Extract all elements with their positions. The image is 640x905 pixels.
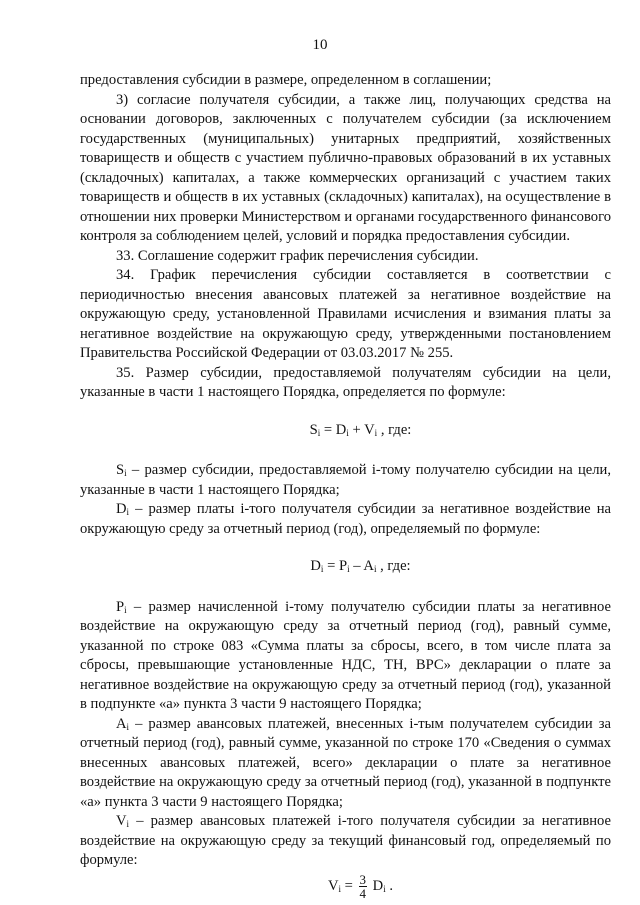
definition-v: $V_i$ – размер авансовых платежей i-того получателя субсидии за негативное воздействие на окружающую среду за текущий финансовый год, определяемый по формуле:	[80, 813, 611, 868]
document-body	[80, 71, 611, 900]
fraction: $\frac{3}{4}$	[359, 871, 367, 901]
formula-subsidy: $S_i = D_i + V_i$ , где:	[309, 421, 412, 438]
definition-s: $S_i$ – размер субсидии, предоставляемой i-тому получателю субсидии на цели, указанные в части 1 настоящего Порядка;	[80, 462, 611, 498]
paragraph-35: 35. Размер субсидии, предоставляемой получателям субсидии на цели, указанные в части 1 настоящего Порядка, определяется по формуле:	[80, 364, 611, 400]
page-number: 10	[312, 37, 328, 53]
definition-a: $A_i$ – размер авансовых платежей, внесенных i-тым получателем субсидии за отчетный период (год), равный сумме, указанной по строке 170 «Сведения о суммах внесенных авансовых платежей, всего» декларации о плате за негативное воздействие на окружающую среду за отчетный период (год), указанной в подпункте «а» пункта 3 части 9 настоящего Порядка;	[80, 715, 611, 810]
paragraph-34: 34. График перечисления субсидии составляется в соответствии с периодичностью внесения авансовых платежей за негативное воздействие на окружающую среду, установленной Правилами исчисления и взимания платы за негативное воздействие на окружающую среду, утвержденными постановлением Правительства Российской Федерации от 03.03.2017 № 255.	[80, 267, 611, 361]
paragraph-continuation: предоставления субсидии в размере, определенном в соглашении;	[80, 72, 492, 88]
formula-payment: $D_i = P_i - A_i$ , где:	[310, 558, 411, 574]
definition-p: $P_i$ – размер начисленной i-тому получателю субсидии платы за негативное воздействие на окружающую среду за отчетный период (год), равный сумме, указанной по строке 083 «Сумма платы за сбросы, всего, в том числе плата за сбросы, превышающие установленные НДС, ТН, ВРС» декларации о плате за негативное воздействие на окружающую среду за отчетный период (год), указанной в подпункте «а» пункта 3 части 9 настоящего Порядка;	[80, 598, 611, 712]
formula-advance: $V_i$ = $\frac{3}{4}$ $D_i$ .	[327, 871, 394, 901]
definition-d: $D_i$ – размер платы i-того получателя субсидии за негативное воздействие на окружающую среду за отчетный период (год), определяемый по формуле:	[80, 501, 611, 537]
paragraph-item-3: 3) согласие получателя субсидии, а также лиц, получающих средства на основании договоров, заключенных с получателем субсидии (за исключением государственных (муниципальных) унитарных предприятий, хозяйственных товариществ и обществ с участием публично-правовых образований в их уставных (складочных) капиталах, а также коммерческих организаций с участием таких товариществ и обществ в их уставных (складочных) капиталах), на осуществление в отношении них проверки Министерством и органами государственного финансового контроля за соблюдением целей, условий и порядка предоставления субсидии.	[80, 91, 611, 244]
paragraph-33: 33. Соглашение содержит график перечисления субсидии.	[116, 247, 479, 264]
